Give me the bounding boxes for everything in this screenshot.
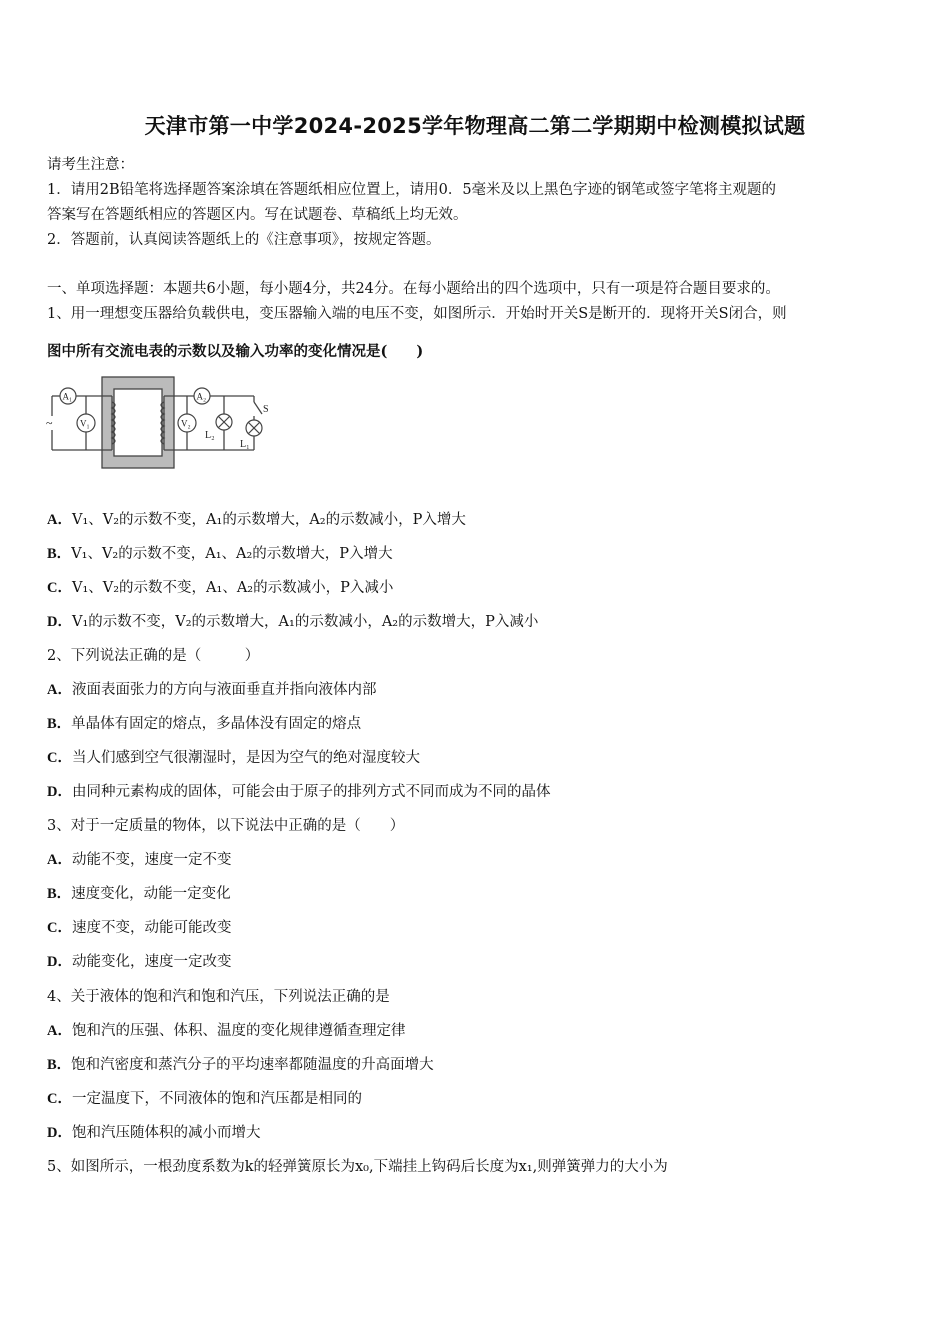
q2-option-c[interactable] — [47, 746, 420, 767]
option-text: V₁的示数不变，V₂的示数增大，A₁的示数减小，A₂的示数增大，P入减小 — [71, 614, 539, 630]
option-text: V₁、V₂的示数不变，A₁、A₂的示数减小，P入减小 — [71, 580, 394, 596]
option-letter: A． — [47, 1023, 72, 1039]
option-text: 速度不变，动能可能改变 — [71, 920, 232, 936]
option-text: 当人们感到空气很潮湿时，是因为空气的绝对湿度较大 — [71, 750, 420, 766]
option-letter: C． — [47, 750, 72, 766]
option-text: V₁、V₂的示数不变，A₁、A₂的示数增大，P入增大 — [71, 546, 393, 562]
option-letter: C． — [47, 580, 72, 596]
notice-item-1-line-2: 答案写在答题纸相应的答题区内。写在试题卷、草稿纸上均无效。 — [47, 207, 468, 223]
option-letter: D． — [47, 784, 72, 800]
label-l1: L₁ — [240, 439, 250, 450]
q4-option-c[interactable] — [47, 1087, 362, 1108]
q2-option-b[interactable] — [47, 712, 361, 733]
q2-option-d[interactable] — [47, 780, 550, 801]
lamp-l2-icon — [216, 414, 232, 430]
option-text: 一定温度下，不同液体的饱和汽压都是相同的 — [71, 1091, 362, 1107]
q1-option-a[interactable] — [47, 508, 466, 529]
q3-option-b[interactable] — [47, 882, 231, 903]
transformer-circuit-diagram — [44, 374, 274, 472]
option-text: 动能变化，速度一定改变 — [71, 954, 232, 970]
ac-source-icon: ~ — [46, 416, 53, 430]
question-4-stem: 4、关于液体的饱和汽和饱和汽压，下列说法正确的是 — [47, 989, 390, 1005]
label-v1: V₁ — [80, 418, 90, 429]
option-letter: C． — [47, 1091, 72, 1107]
option-letter: C． — [47, 920, 72, 936]
option-text: 饱和汽压随体积的减小而增大 — [71, 1125, 261, 1141]
q1-option-d[interactable] — [47, 610, 538, 631]
option-text: 液面表面张力的方向与液面垂直并指向液体内部 — [71, 682, 377, 698]
question-1-stem-line-2: 图中所有交流电表的示数以及输入功率的变化情况是( ) — [47, 343, 424, 360]
q3-option-a[interactable] — [47, 848, 231, 869]
q3-option-c[interactable] — [47, 916, 231, 937]
option-letter: B． — [47, 1057, 72, 1073]
label-l2: L₂ — [205, 430, 215, 441]
option-letter: B． — [47, 886, 72, 902]
notice-item-2: 2．答题前，认真阅读答题纸上的《注意事项》，按规定答题。 — [47, 232, 441, 248]
notice-heading: 请考生注意： — [47, 157, 134, 173]
option-text: 饱和汽的压强、体积、温度的变化规律遵循查理定律 — [71, 1023, 406, 1039]
q3-option-d[interactable] — [47, 950, 231, 971]
question-3-stem: 3、对于一定质量的物体，以下说法中正确的是（ ） — [47, 818, 405, 834]
lamp-l1-icon — [246, 420, 262, 436]
q4-option-b[interactable] — [47, 1053, 434, 1074]
label-v2: V₂ — [181, 418, 191, 429]
q1-option-c[interactable] — [47, 576, 393, 597]
page-title: 天津市第一中学2024-2025学年物理高二第二学期期中检测模拟试题 — [144, 114, 806, 138]
label-a2: A₂ — [196, 391, 207, 402]
label-a1: A₁ — [62, 391, 73, 402]
option-letter: D． — [47, 954, 72, 970]
transformer-core-inner — [114, 389, 162, 456]
q4-option-a[interactable] — [47, 1019, 405, 1040]
label-switch-s: S — [263, 404, 269, 415]
option-text: 动能不变，速度一定不变 — [71, 852, 232, 868]
option-letter: D． — [47, 614, 72, 630]
option-letter: A． — [47, 512, 72, 528]
option-letter: B． — [47, 716, 72, 732]
q4-option-d[interactable] — [47, 1121, 260, 1142]
option-text: 饱和汽密度和蒸汽分子的平均速率都随温度的升高面增大 — [71, 1057, 434, 1073]
option-text: 单晶体有固定的熔点，多晶体没有固定的熔点 — [71, 716, 362, 732]
option-letter: D． — [47, 1125, 72, 1141]
notice-item-1-line-1: 1．请用2B铅笔将选择题答案涂填在答题纸相应位置上，请用0．5毫米及以上黑色字迹的钢笔或签字笔将主观题的 — [47, 182, 777, 198]
option-text: 由同种元素构成的固体，可能会由于原子的排列方式不同而成为不同的晶体 — [71, 784, 551, 800]
q1-option-b[interactable] — [47, 542, 393, 563]
option-text: V₁、V₂的示数不变，A₁的示数增大，A₂的示数减小，P入增大 — [71, 512, 466, 528]
question-1-stem-line-1: 1、用一理想变压器给负载供电，变压器输入端的电压不变，如图所示．开始时开关S是断开的．现将开关S闭合，则 — [47, 306, 787, 322]
section-heading: 一、单项选择题：本题共6小题，每小题4分，共24分。在每小题给出的四个选项中，只有一项是符合题目要求的。 — [47, 281, 780, 297]
option-letter: A． — [47, 682, 72, 698]
option-letter: A． — [47, 852, 72, 868]
option-text: 速度变化，动能一定变化 — [71, 886, 231, 902]
q2-option-a[interactable] — [47, 678, 376, 699]
option-letter: B． — [47, 546, 72, 562]
question-5-stem: 5、如图所示，一根劲度系数为k的轻弹簧原长为x₀,下端挂上钩码后长度为x₁,则弹簧弹力的大小为 — [47, 1159, 668, 1175]
question-2-stem: 2、下列说法正确的是（ ） — [47, 648, 260, 664]
